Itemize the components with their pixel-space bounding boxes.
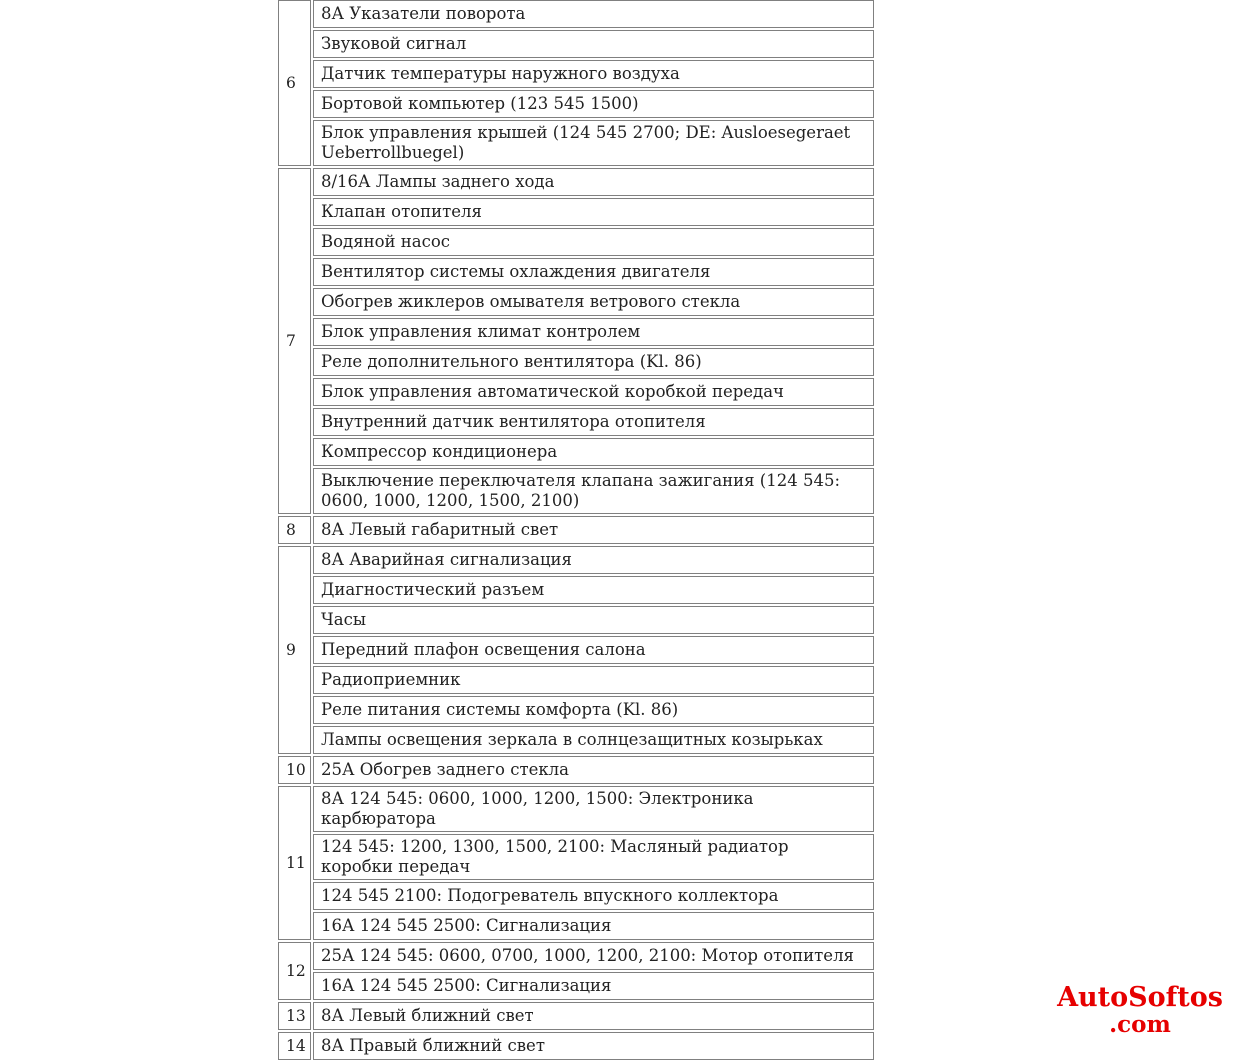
table-row bbox=[278, 696, 874, 724]
table-row bbox=[278, 318, 874, 346]
fuse-description-cell: Водяной насос bbox=[313, 228, 874, 256]
table-row bbox=[278, 1032, 874, 1060]
fuse-description-cell: Лампы освещения зеркала в солнцезащитных козырьках bbox=[313, 726, 874, 754]
table-row bbox=[278, 546, 874, 574]
table-row bbox=[278, 942, 874, 970]
fuse-description-cell: Клапан отопителя bbox=[313, 198, 874, 226]
fuse-description-cell: Реле дополнительного вентилятора (Kl. 86) bbox=[313, 348, 874, 376]
autosoftos-watermark-logo bbox=[1040, 984, 1240, 1036]
table-row bbox=[278, 288, 874, 316]
fuse-number-cell: 6 bbox=[278, 0, 311, 166]
table-row bbox=[278, 168, 874, 196]
fuse-table bbox=[276, 0, 876, 1062]
fuse-description-cell: Компрессор кондиционера bbox=[313, 438, 874, 466]
fuse-description-cell: 8А Правый ближний свет bbox=[313, 1032, 874, 1060]
table-row bbox=[278, 576, 874, 604]
fuse-description-cell: Внутренний датчик вентилятора отопителя bbox=[313, 408, 874, 436]
fuse-description-cell: Обогрев жиклеров омывателя ветрового стекла bbox=[313, 288, 874, 316]
fuse-table-body bbox=[278, 0, 874, 1060]
watermark-line1: AutoSoftos bbox=[1057, 982, 1223, 1013]
table-row bbox=[278, 726, 874, 754]
table-row bbox=[278, 636, 874, 664]
table-row bbox=[278, 120, 874, 166]
fuse-description-cell: Датчик температуры наружного воздуха bbox=[313, 60, 874, 88]
fuse-description-cell: Радиоприемник bbox=[313, 666, 874, 694]
fuse-description-cell: Бортовой компьютер (123 545 1500) bbox=[313, 90, 874, 118]
fuse-description-cell: Передний плафон освещения салона bbox=[313, 636, 874, 664]
fuse-description-cell: Диагностический разъем bbox=[313, 576, 874, 604]
fuse-description-cell: Реле питания системы комфорта (Kl. 86) bbox=[313, 696, 874, 724]
table-row bbox=[278, 0, 874, 28]
table-row bbox=[278, 348, 874, 376]
fuse-description-cell: Выключение переключателя клапана зажигания (124 545: 0600, 1000, 1200, 1500, 2100) bbox=[313, 468, 874, 514]
fuse-description-cell: 16А 124 545 2500: Сигнализация bbox=[313, 972, 874, 1000]
fuse-number-cell: 7 bbox=[278, 168, 311, 514]
fuse-description-cell: 8А 124 545: 0600, 1000, 1200, 1500: Электроника карбюратора bbox=[313, 786, 874, 832]
fuse-description-cell: 8/16А Лампы заднего хода bbox=[313, 168, 874, 196]
table-row bbox=[278, 666, 874, 694]
fuse-description-cell: Вентилятор системы охлаждения двигателя bbox=[313, 258, 874, 286]
fuse-description-cell: 8А Левый габаритный свет bbox=[313, 516, 874, 544]
fuse-description-cell: 25А Обогрев заднего стекла bbox=[313, 756, 874, 784]
table-row bbox=[278, 972, 874, 1000]
watermark-line2: .com bbox=[1109, 1011, 1171, 1038]
table-row bbox=[278, 1002, 874, 1030]
table-row bbox=[278, 90, 874, 118]
table-row bbox=[278, 468, 874, 514]
fuse-description-cell: 16А 124 545 2500: Сигнализация bbox=[313, 912, 874, 940]
table-row bbox=[278, 834, 874, 880]
table-row bbox=[278, 786, 874, 832]
table-row bbox=[278, 378, 874, 406]
fuse-number-cell: 8 bbox=[278, 516, 311, 544]
fuse-description-cell: Часы bbox=[313, 606, 874, 634]
fuse-description-cell: Звуковой сигнал bbox=[313, 30, 874, 58]
table-row bbox=[278, 60, 874, 88]
table-row bbox=[278, 756, 874, 784]
fuse-description-cell: Блок управления климат контролем bbox=[313, 318, 874, 346]
table-row bbox=[278, 912, 874, 940]
fuse-description-cell: 8А Указатели поворота bbox=[313, 0, 874, 28]
fuse-description-cell: 124 545 2100: Подогреватель впускного коллектора bbox=[313, 882, 874, 910]
fuse-description-cell: 8А Левый ближний свет bbox=[313, 1002, 874, 1030]
table-row bbox=[278, 882, 874, 910]
table-row bbox=[278, 408, 874, 436]
fuse-description-cell: 25А 124 545: 0600, 0700, 1000, 1200, 2100: Мотор отопителя bbox=[313, 942, 874, 970]
fuse-number-cell: 14 bbox=[278, 1032, 311, 1060]
table-row bbox=[278, 258, 874, 286]
fuse-number-cell: 9 bbox=[278, 546, 311, 754]
table-row bbox=[278, 606, 874, 634]
fuse-number-cell: 10 bbox=[278, 756, 311, 784]
fuse-description-cell: Блок управления автоматической коробкой передач bbox=[313, 378, 874, 406]
table-row bbox=[278, 228, 874, 256]
fuse-number-cell: 11 bbox=[278, 786, 311, 940]
fuse-number-cell: 12 bbox=[278, 942, 311, 1000]
table-row bbox=[278, 198, 874, 226]
fuse-description-cell: Блок управления крышей (124 545 2700; DE: Ausloesegeraet Ueberrollbuegel) bbox=[313, 120, 874, 166]
table-row bbox=[278, 30, 874, 58]
fuse-description-cell: 8А Аварийная сигнализация bbox=[313, 546, 874, 574]
table-row bbox=[278, 516, 874, 544]
fuse-description-cell: 124 545: 1200, 1300, 1500, 2100: Масляный радиатор коробки передач bbox=[313, 834, 874, 880]
fuse-number-cell: 13 bbox=[278, 1002, 311, 1030]
table-row bbox=[278, 438, 874, 466]
